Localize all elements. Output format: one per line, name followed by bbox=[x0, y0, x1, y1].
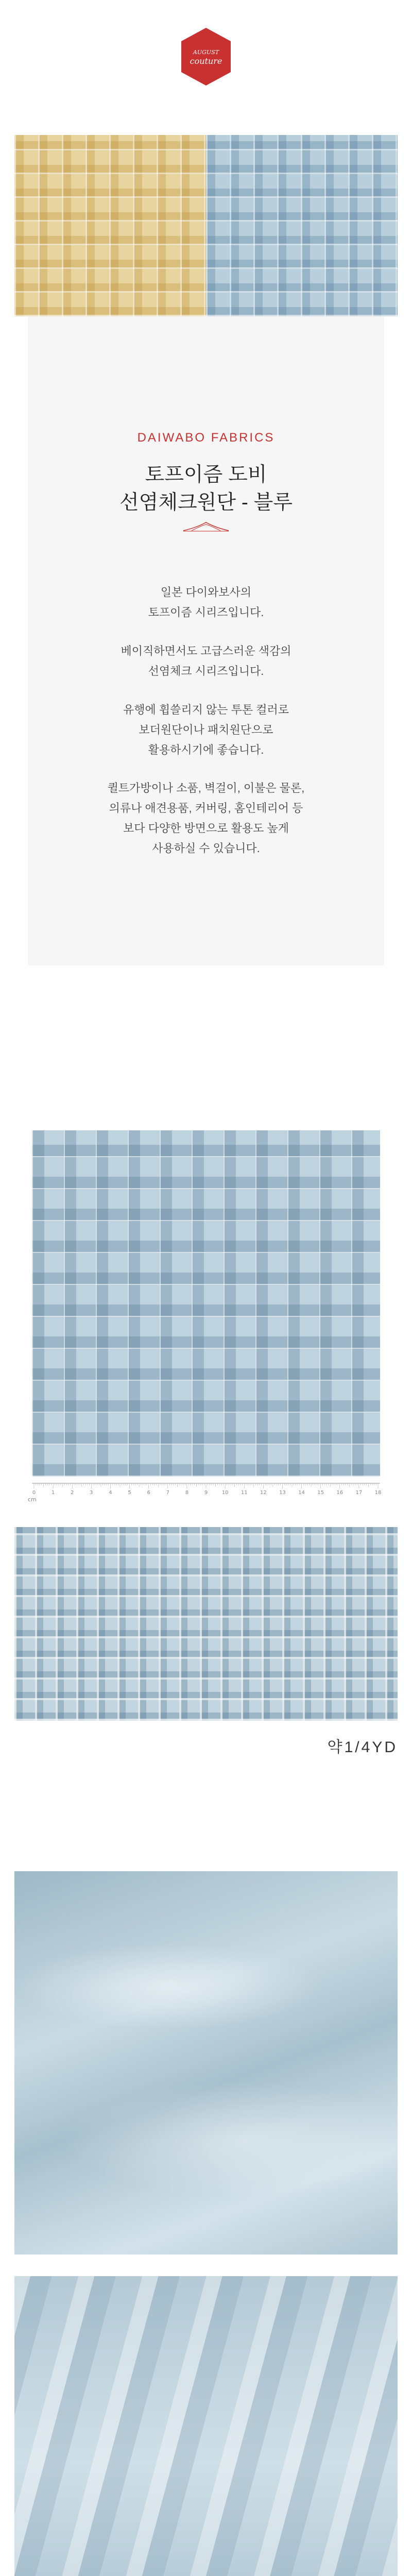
ruler-label: 13 bbox=[279, 1490, 286, 1496]
ruler-label: 14 bbox=[298, 1490, 305, 1496]
measurement-ruler bbox=[32, 1483, 380, 1495]
intro-line: 선염체크 시리즈입니다. bbox=[148, 665, 264, 677]
ruler-label: 2 bbox=[71, 1490, 74, 1496]
size-label: 약1/4YD bbox=[327, 1739, 398, 1756]
ruler-unit: cm bbox=[28, 1496, 37, 1503]
brand-logo bbox=[175, 26, 237, 88]
intro-line: 보다 다양한 방면으로 활용도 높게 bbox=[123, 822, 289, 835]
svg-text:AUGUST: AUGUST bbox=[193, 49, 219, 56]
fabric-ornament-icon bbox=[181, 520, 231, 533]
hero-fabric-image bbox=[14, 135, 398, 316]
yellow-check-fabric bbox=[14, 135, 206, 316]
intro-line: 활용하시기에 좋습니다. bbox=[148, 743, 264, 756]
ruler-label: 8 bbox=[185, 1490, 189, 1496]
ruler-label: 15 bbox=[317, 1490, 324, 1496]
intro-line: 의류나 애견용품, 커버링, 홈인테리어 등 bbox=[109, 802, 303, 815]
ruler-label: 7 bbox=[166, 1490, 169, 1496]
svg-text:couture: couture bbox=[190, 56, 222, 66]
intro-line: 일본 다이와보사의 bbox=[160, 586, 252, 599]
ruler-label: 18 bbox=[374, 1490, 382, 1496]
intro-line: 보더원단이나 패치원단으로 bbox=[139, 723, 273, 736]
intro-paragraph-1 bbox=[0, 582, 412, 622]
intro-line: 토프이즘 시리즈입니다. bbox=[148, 606, 264, 619]
ruler-label: 4 bbox=[109, 1490, 112, 1496]
ruler-label: 11 bbox=[241, 1490, 248, 1496]
ruler-label: 10 bbox=[221, 1490, 229, 1496]
ruler-label: 9 bbox=[204, 1490, 208, 1496]
intro-paragraph-4 bbox=[0, 778, 412, 858]
product-title-line1: 토프이즘 도비 bbox=[145, 464, 267, 486]
ruler-label: 0 bbox=[32, 1490, 36, 1496]
brand-name: DAIWABO FABRICS bbox=[137, 431, 275, 445]
intro-paragraph-2 bbox=[0, 641, 412, 681]
fabric-swatch-closeup bbox=[14, 1527, 398, 1721]
intro-paragraph-3 bbox=[0, 700, 412, 760]
ruler-label: 17 bbox=[355, 1490, 363, 1496]
ruler-label: 16 bbox=[336, 1490, 344, 1496]
ruler-label: 3 bbox=[90, 1490, 93, 1496]
ruler-label: 12 bbox=[260, 1490, 267, 1496]
fabric-swatch-full bbox=[32, 1130, 380, 1477]
intro-line: 사용하실 수 있습니다. bbox=[152, 842, 260, 855]
product-title-line2: 선염체크원단 - 블루 bbox=[119, 492, 293, 514]
ruler-label: 1 bbox=[51, 1490, 55, 1496]
ruler-label: 6 bbox=[147, 1490, 150, 1496]
intro-line: 베이직하면서도 고급스러운 색감의 bbox=[121, 645, 291, 657]
ruler-label: 5 bbox=[128, 1490, 131, 1496]
gathered-fabric-photo bbox=[14, 2276, 398, 2576]
blue-check-fabric bbox=[206, 135, 398, 316]
intro-line: 유행에 휩쓸리지 않는 투톤 컬러로 bbox=[123, 703, 289, 716]
intro-line: 퀼트가방이나 소품, 벽걸이, 이불은 물론, bbox=[107, 782, 305, 794]
draped-fabric-photo bbox=[14, 1871, 398, 2255]
